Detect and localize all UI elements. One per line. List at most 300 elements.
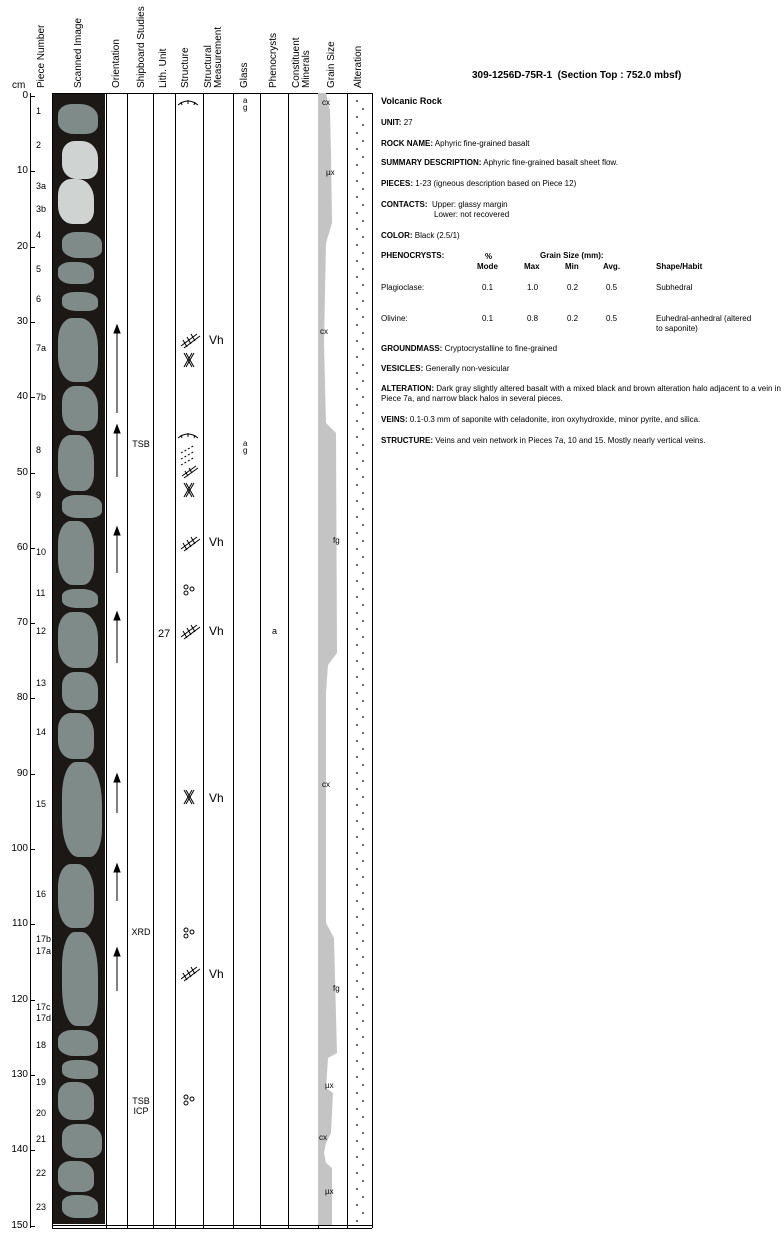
alteration-dot [356,804,358,806]
alteration-dot [362,124,364,126]
pheno-row-avg: 0.5 [606,314,618,323]
orientation-arrows [107,93,127,1228]
piece-number: 3b [36,203,47,214]
alteration-dot [356,1076,358,1078]
alteration-dot [356,132,358,134]
alteration-dot [362,1084,364,1086]
alteration-dot [362,828,364,830]
pheno-row-min: 0.2 [567,314,579,323]
alteration-dot [362,204,364,206]
alteration-dot [356,788,358,790]
contacts-lower: Lower: not recovered [434,210,510,219]
alteration-dot [362,1004,364,1006]
alteration-dot [356,612,358,614]
alteration-dot [356,996,358,998]
study-xrd: XRD [131,927,151,937]
study-tsb-1: TSB [132,439,150,449]
alteration-dot [362,172,364,174]
col-sep [260,93,261,1228]
alteration-dot [356,388,358,390]
rock-piece [58,612,98,668]
structural-measurement: Vh [209,333,224,347]
rock-piece [62,672,98,710]
piece-number: 18 [36,1039,47,1050]
alteration-dot [362,652,364,654]
alteration-dot [362,572,364,574]
alteration-dot [362,972,364,974]
rock-type: Volcanic Rock [381,96,442,106]
alteration-dot [362,364,364,366]
depth-tick-label: 70 [16,617,28,629]
piece-number: 17a [36,945,52,956]
pheno-row-max: 0.8 [527,314,539,323]
grain-size-profile [318,93,347,1228]
depth-tick [30,171,35,172]
piece-number: 23 [36,1201,47,1212]
alteration-dot [356,484,358,486]
alteration-dot [356,820,358,822]
alteration-dot [362,188,364,190]
piece-number: 13 [36,678,47,689]
alteration-dot [362,252,364,254]
piece-number: 7b [36,392,47,403]
alteration-dot [356,436,358,438]
alteration-dot [356,932,358,934]
alteration-dot [356,228,358,230]
structural-measurement: Vh [209,967,224,981]
rock-piece [58,521,94,585]
piece-number: 10 [36,546,47,557]
section-title: 309-1256D-75R-1 (Section Top : 752.0 mbsf) [472,70,682,81]
alteration-dot [356,404,358,406]
alteration-dot [362,460,364,462]
alteration-dot [356,852,358,854]
glass-label: a g [243,439,248,455]
alteration-dot [356,468,358,470]
alteration-dot [362,524,364,526]
alteration-dot [356,628,358,630]
alteration-dot [356,420,358,422]
alteration-dot [362,588,364,590]
alteration-dot [356,340,358,342]
alteration-dot [362,540,364,542]
alteration-dot [362,492,364,494]
piece-number: 4 [36,230,42,241]
alteration-dot [356,708,358,710]
alteration-dot [362,620,364,622]
structural-measurement: Vh [209,624,224,638]
alteration-dot [362,1164,364,1166]
piece-number: 16 [36,889,47,900]
alteration-dot [362,1068,364,1070]
grain-size-label: cx [322,780,330,789]
alteration-dot [362,812,364,814]
alteration-dot [362,668,364,670]
study-tsb-icp: TSB ICP [132,1096,150,1116]
alteration-dot [362,332,364,334]
piece-number: 2 [36,139,42,150]
depth-tick [30,924,35,925]
depth-tick [30,1226,35,1227]
depth-tick [30,322,35,323]
alteration-dot [356,756,358,758]
alteration-dot [362,108,364,110]
depth-tick-label: 150 [11,1219,28,1231]
rock-piece [62,589,98,608]
alteration-dot [362,700,364,702]
header-grain-size: Grain Size [326,41,337,88]
alteration-dots [348,93,372,1228]
piece-number: 14 [36,727,47,738]
alteration-dot [356,372,358,374]
pheno-avg: Avg. [603,262,621,271]
alteration-dot [362,860,364,862]
alteration-dot [362,924,364,926]
summary-line: SUMMARY DESCRIPTION: Aphyric fine-grained basalt sheet flow. [381,158,618,167]
alteration-dot [356,148,358,150]
color-line: COLOR: Black (2.5/1) [381,231,460,240]
alteration-dot [356,356,358,358]
depth-tick-label: 0 [22,90,28,101]
unit-line: UNIT: 27 [381,118,413,127]
alteration-dot [356,964,358,966]
depth-tick-label: 100 [11,843,28,854]
alteration-dot [356,564,358,566]
alteration-dot [362,444,364,446]
depth-tick-label: 130 [11,1068,28,1080]
piece-number: 5 [36,264,42,275]
alteration-dot [356,500,358,502]
structural-measurement: Vh [209,791,224,805]
depth-tick [30,247,35,248]
piece-number: 6 [36,294,42,305]
alteration-dot [362,796,364,798]
alteration-dot [362,316,364,318]
structure-symbols [175,93,203,1228]
rock-piece [58,262,94,285]
header-alteration: Alteration [353,45,364,88]
alteration-dot [356,692,358,694]
alteration-dot [356,1140,358,1142]
alteration-dot [362,1180,364,1182]
contacts-line: CONTACTS: Upper: glassy margin [381,200,508,209]
pheno-grain-size: Grain Size (mm): [540,251,604,260]
alteration-dot [362,780,364,782]
alteration-dot [356,1028,358,1030]
groundmass-line: GROUNDMASS: Cryptocrystalline to fine-grained [381,344,558,353]
alteration-dot [362,1116,364,1118]
col-sep [288,93,289,1228]
rock-piece [62,232,102,258]
depth-tick [30,849,35,850]
axis-line [30,93,31,1228]
alteration-dot [356,548,358,550]
header-constituent-minerals: Constituent Minerals [291,37,312,88]
piece-number: 17b [36,934,52,945]
alteration-dot [362,220,364,222]
pheno-row-max: 1.0 [527,283,539,292]
depth-tick-label: 50 [16,466,28,478]
alteration-dot [362,284,364,286]
alteration-dot [362,716,364,718]
rock-piece [58,179,94,224]
rock-piece [62,1124,102,1158]
alteration-dot [356,1204,358,1206]
alteration-dot [356,660,358,662]
rock-piece [62,141,98,179]
alteration-dot [362,956,364,958]
rock-piece [58,1082,94,1120]
pheno-row-avg: 0.5 [606,283,618,292]
alteration-dot [362,396,364,398]
piece-number: 7a [36,343,47,354]
grain-size-label: fg [333,984,340,993]
cm-label: cm [12,80,26,91]
alteration-dot [356,1060,358,1062]
depth-tick-label: 90 [16,767,28,779]
piece-number: 3a [36,181,47,192]
rock-piece [62,386,98,431]
alteration-dot [362,636,364,638]
rock-piece [62,495,102,518]
grain-size-label: µx [325,1187,334,1196]
pheno-shape: Shape/Habit [656,262,703,271]
alteration-dot [356,644,358,646]
piece-number: 11 [36,587,46,598]
alteration-dot [356,116,358,118]
depth-tick [30,548,35,549]
piece-number: 20 [36,1107,47,1118]
pheno-row-mineral: Olivine: [381,314,408,323]
pieces-line: PIECES: 1-23 (igneous description based on Piece 12) [381,179,577,188]
alteration-dot [356,1172,358,1174]
vesicles-line: VESICLES: Generally non-vesicular [381,364,510,373]
alteration-dot [362,1148,364,1150]
lith-unit-value: 27 [158,628,171,640]
alteration-dot [362,1100,364,1102]
alteration-dot [356,868,358,870]
alteration-dot [362,604,364,606]
header-phenocrysts: Phenocrysts [268,32,279,88]
alteration-dot [356,244,358,246]
grain-size-label: µx [326,168,335,177]
alteration-dot [362,732,364,734]
rock-piece [58,1161,94,1191]
depth-tick-label: 30 [16,315,28,327]
pheno-row-shape: Subhedral [656,283,693,292]
alteration-dot [356,724,358,726]
depth-tick [30,1150,35,1151]
alteration-dot [356,916,358,918]
grain-size-label: cx [322,98,330,107]
header-structure: Structure [180,47,191,88]
rock-piece [62,762,102,856]
alteration-dot [362,236,364,238]
structure-line: STRUCTURE: Veins and vein network in Pieces 7a, 10 and 15. Mostly nearly vertical veins. [381,436,706,445]
alteration-dot [356,900,358,902]
alteration-dot [362,412,364,414]
rock-piece [62,1060,98,1079]
alteration-dot [356,1012,358,1014]
alteration-dot [362,268,364,270]
header-piece-number: Piece Number [36,24,47,88]
piece-number: 15 [36,798,47,809]
grain-size-label: µx [325,1081,334,1090]
alteration-dot [362,748,364,750]
alteration-dot [362,1212,364,1214]
piece-number: 12 [36,625,47,636]
alteration-dot [356,308,358,310]
alteration-dot [356,292,358,294]
alteration-dot [356,580,358,582]
pheno-mode: Mode [477,262,498,271]
alteration-dot [356,212,358,214]
depth-tick-label: 140 [11,1144,28,1156]
alteration-line: ALTERATION: Dark gray slightly altered basalt with a mixed black and brown alteration halo adjacent to a vein in Piece 7a, and narrow black halos in several pieces. [381,384,781,403]
alteration-dot [356,948,358,950]
alteration-dot [356,180,358,182]
pheno-row-min: 0.2 [567,283,579,292]
pheno-row-shape: Euhedral-anhedral (altered to saponite) [656,314,752,333]
rock-piece [58,435,94,491]
piece-number: 21 [36,1133,47,1144]
alteration-dot [362,764,364,766]
depth-tick [30,1000,35,1001]
alteration-dot [356,276,358,278]
alteration-dot [362,1132,364,1134]
depth-tick [30,1075,35,1076]
pheno-row-mode: 0.1 [482,283,494,292]
alteration-dot [362,348,364,350]
depth-tick-label: 40 [16,391,28,403]
header-scanned-image: Scanned Image [73,17,84,88]
depth-tick [30,698,35,699]
alteration-dot [356,1220,358,1222]
alteration-dot [362,892,364,894]
alteration-dot [356,676,358,678]
alteration-dot [356,1124,358,1126]
alteration-dot [362,156,364,158]
alteration-dot [356,532,358,534]
col-sep [203,93,204,1228]
rock-piece [58,1030,98,1056]
alteration-dot [356,164,358,166]
alteration-dot [362,940,364,942]
depth-tick-label: 80 [16,692,28,704]
rock-piece [58,864,94,928]
alteration-dot [356,516,358,518]
depth-tick [30,473,35,474]
alteration-dot [356,1044,358,1046]
pheno-min: Min [565,262,579,271]
alteration-dot [356,324,358,326]
alteration-dot [362,1196,364,1198]
piece-number: 8 [36,444,42,455]
alteration-dot [362,380,364,382]
alteration-dot [356,772,358,774]
alteration-dot [356,260,358,262]
alteration-dot [362,300,364,302]
depth-tick-label: 60 [16,541,28,553]
piece-number: 22 [36,1167,47,1178]
alteration-dot [356,884,358,886]
alteration-dot [362,684,364,686]
alteration-dot [356,452,358,454]
header-structural-measurement: Structural Measurement [203,26,224,88]
depth-tick [30,623,35,624]
depth-tick-label: 120 [11,993,28,1005]
pheno-row-mode: 0.1 [482,314,494,323]
depth-tick-label: 20 [16,240,28,252]
alteration-dot [356,980,358,982]
header-lith-unit: Lith. Unit [158,48,169,88]
alteration-dot [356,1188,358,1190]
pheno-row-mineral: Plagioclase: [381,283,425,292]
alteration-dot [356,1108,358,1110]
alteration-dot [356,100,358,102]
grain-size-label: fg [333,536,340,545]
depth-tick [30,397,35,398]
rock-name-line: ROCK NAME: Aphyric fine-grained basalt [381,139,530,148]
depth-tick [30,96,35,97]
rock-piece [58,104,98,134]
alteration-dot [356,596,358,598]
rock-piece [62,932,98,1026]
alteration-dot [362,1020,364,1022]
piece-number: 19 [36,1077,47,1088]
rock-piece [62,292,98,311]
rock-piece [62,1195,98,1218]
header-glass: Glass [239,62,250,88]
alteration-dot [362,508,364,510]
piece-number: 1 [36,106,42,117]
piece-number: 9 [36,490,42,501]
alteration-dot [362,844,364,846]
depth-tick-label: 110 [12,918,28,930]
alteration-dot [362,876,364,878]
alteration-dot [356,836,358,838]
header-shipboard-studies: Shipboard Studies [136,6,147,88]
col-sep [127,93,128,1228]
table-bottom-line-2 [52,1228,372,1229]
phenocrysts-heading: PHENOCRYSTS: [381,251,445,260]
alteration-dot [356,740,358,742]
piece-number: 17c [36,1002,51,1013]
structural-measurement: Vh [209,535,224,549]
alteration-dot [356,1156,358,1158]
grain-size-label: cx [320,327,328,336]
pheno-max: Max [524,262,540,271]
alteration-dot [356,196,358,198]
col-sep [372,93,373,1228]
depth-tick [30,774,35,775]
alteration-dot [362,1052,364,1054]
depth-tick-label: 10 [16,165,28,177]
alteration-dot [362,1036,364,1038]
header-orientation: Orientation [111,39,122,88]
rock-piece [58,318,98,382]
alteration-dot [362,476,364,478]
grain-size-label: cx [319,1133,327,1142]
col-sep [153,93,154,1228]
alteration-dot [362,908,364,910]
alteration-dot [356,1092,358,1094]
glass-label: a g [243,96,248,112]
piece-number: 17d [36,1013,52,1024]
rock-piece [58,713,94,758]
alteration-dot [362,556,364,558]
alteration-dot [362,140,364,142]
